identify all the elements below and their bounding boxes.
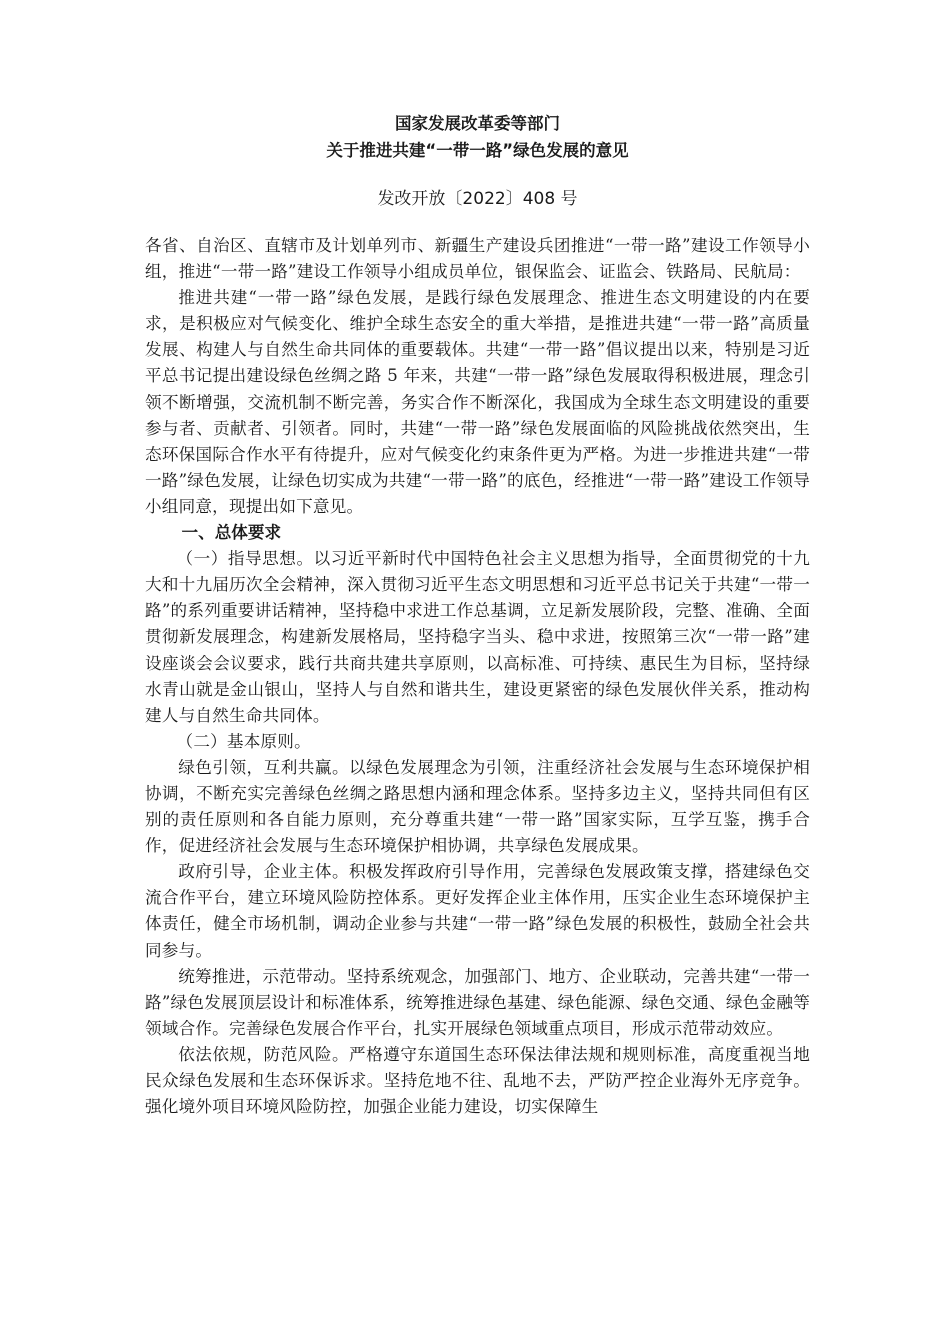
document-number: 发改开放〔2022〕408 号 (377, 189, 578, 209)
document-title-line1: 国家发展改革委等部门 (395, 114, 560, 133)
principle-green-paragraph: 绿色引领，互利共赢。以绿色发展理念为引领，注重经济社会发展与生态环境保护相协调，不断充实完善绿色丝绸之路思想内涵和理念体系。坚持多边主义，坚持共同但有区别的责任原则和各自能力原则，充分尊重共建“一带一路”国家实际，互学互鉴，携手合作，促进经济社会发展与生态环境保护相协调，共享绿色发展成果。 (145, 757, 810, 856)
principle-coordination-paragraph: 统筹推进，示范带动。坚持系统观念，加强部门、地方、企业联动，完善共建“一带一路”绿色发展顶层设计和标准体系，统筹推进绿色基建、绿色能源、绿色交通、绿色金融等领域合作。完善绿色发展合作平台，扎实开展绿色领域重点项目，形成示范带动效应。 (145, 966, 810, 1038)
addressee-paragraph: 各省、自治区、直辖市及计划单列市、新疆生产建设兵团推进“一带一路”建设工作领导小组，推进“一带一路”建设工作领导小组成员单位，银保监会、证监会、铁路局、民航局： (145, 236, 810, 282)
principle-law-paragraph: 依法依规，防范风险。严格遵守东道国生态环保法律法规和规则标准，高度重视当地民众绿色发展和生态环保诉求。坚持危地不往、乱地不去，严防严控企业海外无序竞争。强化境外项目环境风险防控，加强企业能力建设，切实保障生 (145, 1044, 810, 1117)
section-heading-general-requirements: 一、总体要求 (181, 523, 282, 543)
principle-government-paragraph: 政府引导，企业主体。积极发挥政府引导作用，完善绿色发展政策支撑，搭建绿色交流合作平台，建立环境风险防控体系。更好发挥企业主体作用，压实企业生态环境保护主体责任，健全市场机制，调动企业参与共建“一带一路”绿色发展的积极性，鼓励全社会共同参与。 (145, 862, 810, 960)
guiding-thought-paragraph: （一）指导思想。以习近平新时代中国特色社会主义思想为指导，全面贯彻党的十九大和十九届历次全会精神，深入贯彻习近平生态文明思想和习近平总书记关于共建“一带一路”的系列重要讲话精神，坚持稳中求进工作总基调，立足新发展阶段，完整、准确、全面贯彻新发展理念，构建新发展格局，坚持稳字当头、稳中求进，按照第三次“一带一路”建设座谈会会议要求，践行共商共建共享原则，以高标准、可持续、惠民生为目标，坚持绿水青山就是金山银山，坚持人与自然和谐共生，建设更紧密的绿色发展伙伴关系，推动构建人与自然生命共同体。 (145, 549, 810, 725)
document-title-line2: 关于推进共建“一带一路”绿色发展的意见 (326, 141, 629, 160)
basic-principles-heading: （二）基本原则。 (176, 731, 311, 751)
intro-paragraph: 推进共建“一带一路”绿色发展，是践行绿色发展理念、推进生态文明建设的内在要求，是积极应对气候变化、维护全球生态安全的重大举措，是推进共建“一带一路”高质量发展、构建人与自然生命共同体的重要载体。共建“一带一路”倡议提出以来，特别是习近平总书记提出建设绿色丝绸之路 5 年来，共建“一带一路”绿色发展取得积极进展，理念引领不断增强，交流机制不断完善，务实合作不断深化，我国成为全球生态文明建设的重要参与者、贡献者、引领者。同时，共建“一带一路”绿色发展面临的风险挑战依然突出，生态环保国际合作水平有待提升，应对气候变化约束条件更为严格。为进一步推进共建“一带一路”绿色发展，让绿色切实成为共建“一带一路”的底色，经推进“一带一路”建设工作领导小组同意，现提出如下意见。 (145, 288, 810, 516)
document-page (145, 110, 810, 1120)
